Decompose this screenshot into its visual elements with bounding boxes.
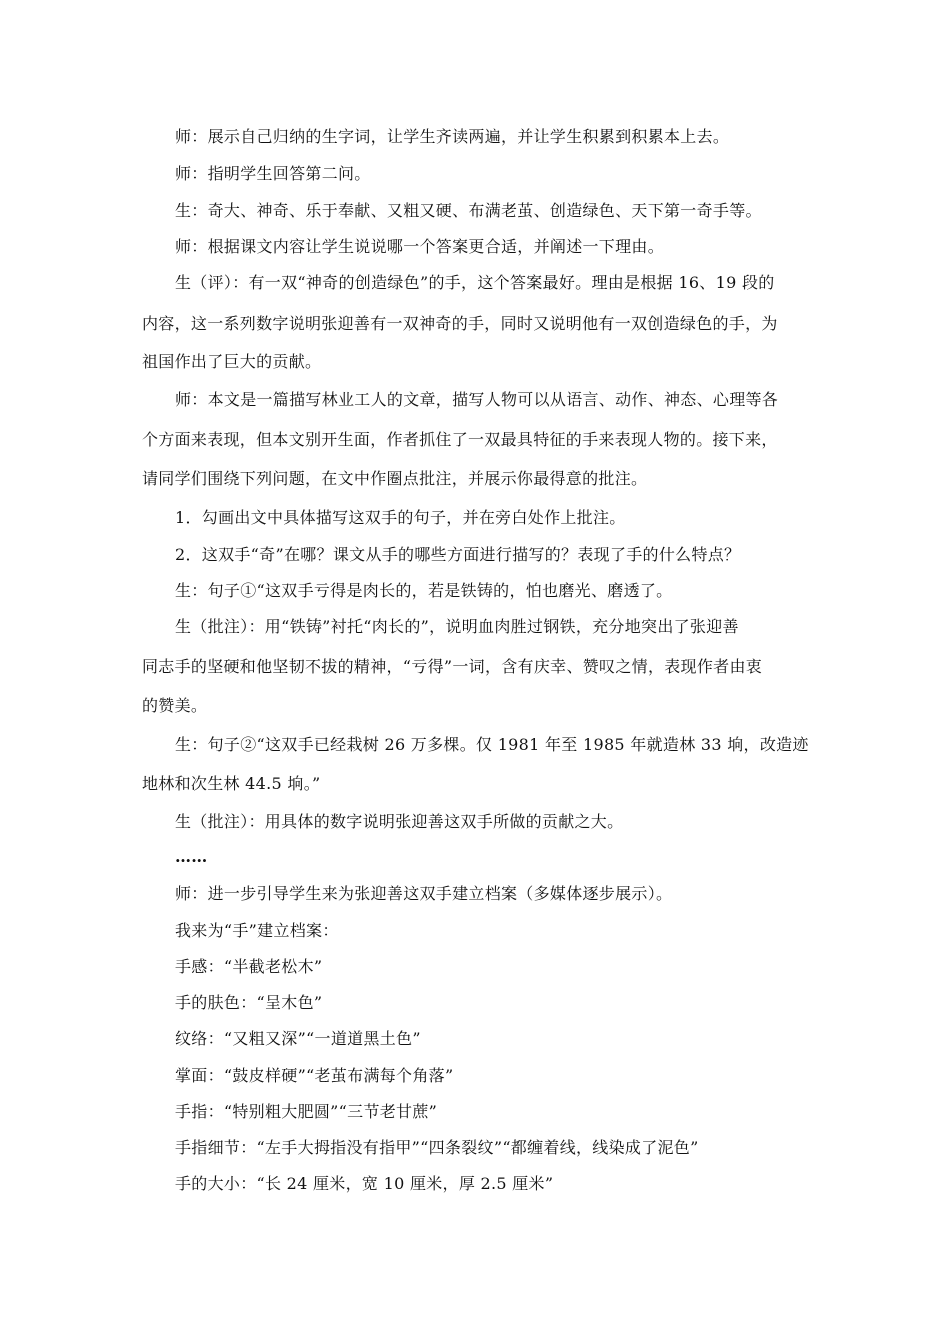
teacher-line-vocabulary: 师：展示自己归纳的生字词，让学生齐读两遍，并让学生积累到积累本上去。 bbox=[175, 127, 730, 146]
student-sentence-1: 生：句子①“这双手亏得是肉长的，若是铁铸的，怕也磨光、磨透了。 bbox=[175, 581, 673, 600]
teacher-intro-line-3: 请同学们围绕下列问题，在文中作圈点批注，并展示你最得意的批注。 bbox=[142, 469, 648, 488]
archive-item-lines: 纹络：“又粗又深”“一道道黑土色” bbox=[175, 1029, 421, 1048]
teacher-line-second-question: 师：指明学生回答第二问。 bbox=[175, 164, 371, 183]
student-annotation-1-line-3: 的赞美。 bbox=[142, 696, 208, 715]
student-sentence-2-line-1: 生：句子②“这双手已经栽树 26 万多棵。仅 1981 年至 1985 年就造林 33 垧，改造迹 bbox=[175, 735, 809, 754]
archive-item-fingers: 手指：“特别粗大肥圆”“三节老甘蔗” bbox=[175, 1102, 438, 1121]
teacher-intro-line-1: 师：本文是一篇描写林业工人的文章，描写人物可以从语言、动作、神态、心理等各 bbox=[175, 390, 779, 409]
teacher-line-archive: 师：进一步引导学生来为张迎善这双手建立档案（多媒体逐步展示）。 bbox=[175, 884, 673, 903]
ellipsis: …… bbox=[175, 847, 208, 866]
student-sentence-2-line-2: 地林和次生林 44.5 垧。” bbox=[142, 774, 321, 793]
archive-heading: 我来为“手”建立档案： bbox=[175, 921, 339, 940]
archive-item-skin-color: 手的肤色：“呈木色” bbox=[175, 993, 323, 1012]
archive-item-touch: 手感：“半截老松木” bbox=[175, 957, 323, 976]
task-item-1: 1．勾画出文中具体描写这双手的句子，并在旁白处作上批注。 bbox=[175, 508, 626, 527]
archive-item-finger-details: 手指细节：“左手大拇指没有指甲”“四条裂纹”“都缠着线，线染成了泥色” bbox=[175, 1138, 699, 1157]
archive-item-palm: 掌面：“鼓皮样硬”“老茧布满每个角落” bbox=[175, 1066, 454, 1085]
student-annotation-1-line-1: 生（批注）：用“铁铸”衬托“肉长的”，说明血肉胜过钢铁，充分地突出了张迎善 bbox=[175, 617, 739, 636]
task-item-2: 2．这双手“奇”在哪？课文从手的哪些方面进行描写的？表现了手的什么特点？ bbox=[175, 545, 741, 564]
student-line-answers: 生：奇大、神奇、乐于奉献、又粗又硬、布满老茧、创造绿色、天下第一奇手等。 bbox=[175, 201, 762, 220]
student-annotation-2: 生（批注）：用具体的数字说明张迎善这双手所做的贡献之大。 bbox=[175, 812, 624, 831]
archive-item-hand-size: 手的大小：“长 24 厘米，宽 10 厘米，厚 2.5 厘米” bbox=[175, 1174, 554, 1193]
student-annotation-1-line-2: 同志手的坚硬和他坚韧不拔的精神，“亏得”一词，含有庆幸、赞叹之情，表现作者由衷 bbox=[142, 657, 763, 676]
teacher-line-best-answer: 师：根据课文内容让学生说说哪一个答案更合适，并阐述一下理由。 bbox=[175, 237, 665, 256]
teacher-intro-line-2: 个方面来表现，但本文别开生面，作者抓住了一双最具特征的手来表现人物的。接下来， bbox=[142, 430, 778, 449]
student-evaluation-line-3: 祖国作出了巨大的贡献。 bbox=[142, 352, 322, 371]
student-evaluation-line-1: 生（评）：有一双“神奇的创造绿色”的手，这个答案最好。理由是根据 16、19 段的 bbox=[175, 273, 775, 292]
student-evaluation-line-2: 内容，这一系列数字说明张迎善有一双神奇的手，同时又说明他有一双创造绿色的手，为 bbox=[142, 314, 778, 333]
